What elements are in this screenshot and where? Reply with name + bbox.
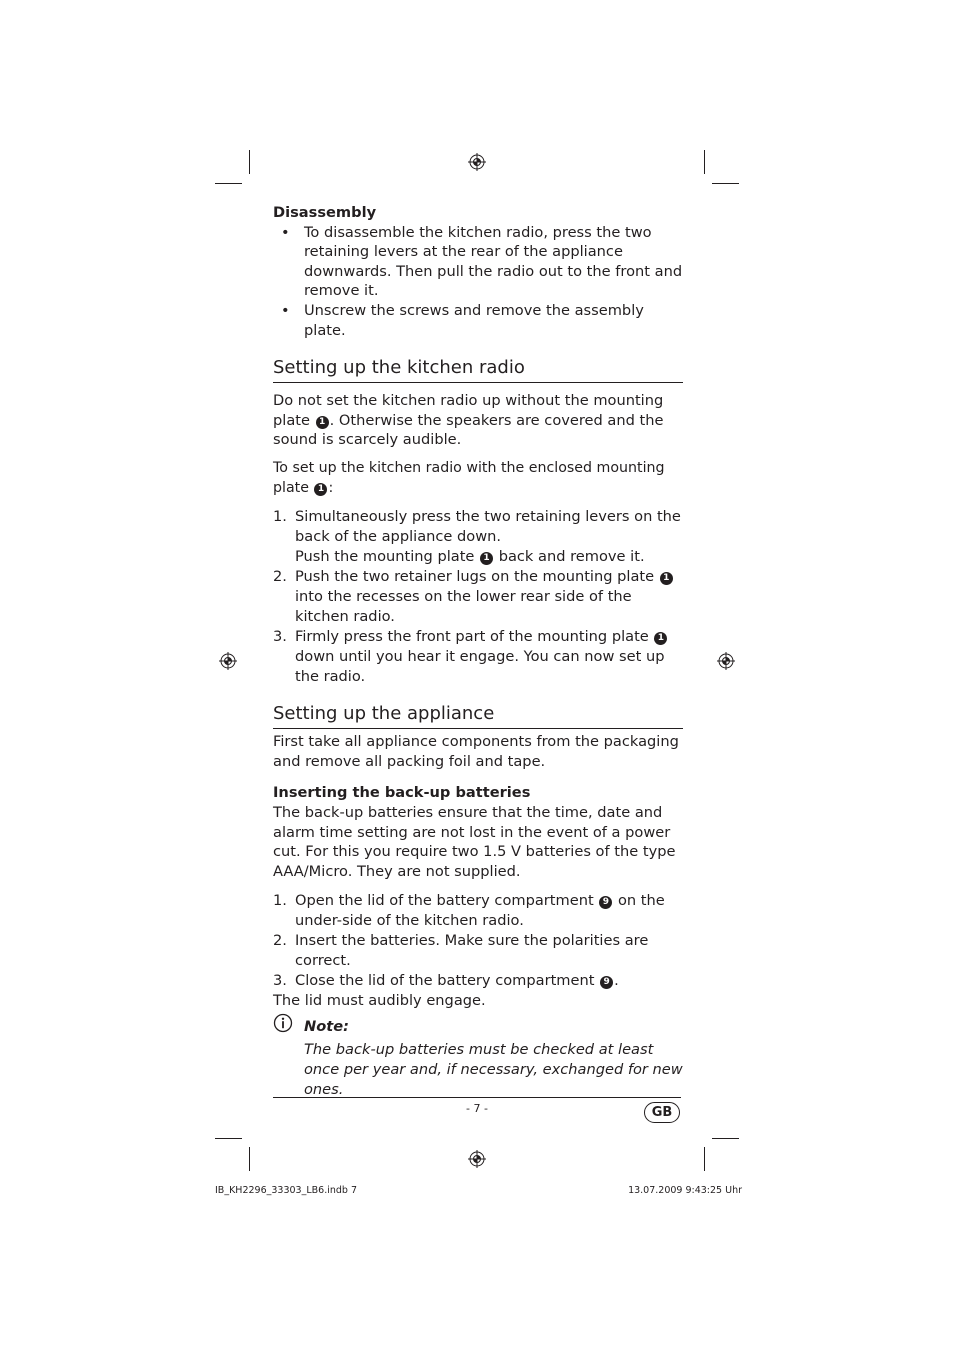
step-number: 1. bbox=[273, 508, 287, 526]
disassembly-bullet-2: Unscrew the screws and remove the assembly plate. bbox=[304, 301, 644, 339]
step-text: down until you hear it engage. You can now set up the radio. bbox=[295, 648, 665, 686]
list-item bbox=[273, 567, 683, 627]
list-item bbox=[273, 223, 683, 301]
step-number: 1. bbox=[273, 892, 287, 910]
registration-mark-icon bbox=[219, 652, 237, 670]
note-text: The back-up batteries must be checked at least once per year and, if necessary, exchanged for new ones. bbox=[304, 1041, 683, 1099]
reference-number-badge: 9 bbox=[600, 976, 613, 989]
bullet-marker: • bbox=[281, 301, 290, 319]
list-item bbox=[273, 931, 683, 971]
reference-number-badge: 1 bbox=[660, 572, 673, 585]
info-icon bbox=[273, 1013, 293, 1033]
registration-mark-icon bbox=[468, 1150, 486, 1168]
setup-radio-lead: To set up the kitchen radio with the enclosed mounting plate 1 : bbox=[273, 459, 665, 496]
crop-mark bbox=[215, 183, 242, 184]
step-text: Close the lid of the battery compartment bbox=[295, 972, 595, 990]
language-badge: GB bbox=[644, 1102, 680, 1123]
disassembly-bullet-1: To disassemble the kitchen radio, press the two retaining levers at the rear of the appliance downwards. Then pull the radio out to the front and remove it. bbox=[304, 223, 683, 300]
bullet-marker: • bbox=[281, 223, 290, 241]
page-number: - 7 - bbox=[466, 1102, 488, 1115]
reference-number-badge: 1 bbox=[314, 483, 327, 496]
note-title: Note: bbox=[304, 1017, 349, 1035]
step-number: 3. bbox=[273, 972, 287, 990]
step-text: into the recesses on the lower rear side of the kitchen radio. bbox=[295, 588, 632, 626]
disassembly-heading: Disassembly bbox=[273, 204, 377, 221]
step-text: back and remove it. bbox=[498, 548, 645, 566]
footer-rule bbox=[273, 1097, 681, 1098]
crop-mark bbox=[704, 150, 705, 174]
section-heading-setup-radio: Setting up the kitchen radio bbox=[273, 357, 683, 383]
page-content bbox=[273, 203, 683, 1100]
step-text: Push the mounting plate bbox=[295, 548, 475, 566]
reference-number-badge: 9 bbox=[599, 896, 612, 909]
step-text: Push the two retainer lugs on the mounting plate bbox=[295, 568, 655, 586]
section-heading-setup-appliance: Setting up the appliance bbox=[273, 703, 683, 729]
registration-mark-icon bbox=[717, 652, 735, 670]
setup-radio-intro: Do not set the kitchen radio up without the mounting plate 1 . Otherwise the speakers are covered and the sound is scarcely audible. bbox=[273, 392, 664, 449]
note-block bbox=[273, 1017, 683, 1101]
list-item bbox=[273, 301, 683, 340]
step-number: 3. bbox=[273, 628, 287, 646]
crop-mark bbox=[215, 1138, 242, 1139]
crop-mark bbox=[249, 1147, 250, 1171]
print-timestamp: 13.07.2009 9:43:25 Uhr bbox=[628, 1185, 742, 1196]
step-text: Open the lid of the battery compartment bbox=[295, 892, 594, 910]
list-item bbox=[273, 627, 683, 687]
crop-mark bbox=[712, 183, 739, 184]
after-steps-text: The lid must audibly engage. bbox=[273, 992, 486, 1010]
step-text: Firmly press the front part of the mounting plate bbox=[295, 628, 649, 646]
reference-number-badge: 1 bbox=[654, 632, 667, 645]
step-text: on the under-side of the kitchen radio. bbox=[295, 892, 665, 930]
step-text: Insert the batteries. Make sure the polarities are correct. bbox=[295, 932, 649, 970]
step-number: 2. bbox=[273, 568, 287, 586]
registration-mark-icon bbox=[468, 153, 486, 171]
list-item bbox=[273, 507, 683, 567]
batteries-text: The back-up batteries ensure that the time, date and alarm time setting are not lost in the event of a power cut. For this you require two 1.5 V batteries of the type AAA/Micro. They are not supplied. bbox=[273, 803, 676, 880]
setup-appliance-intro: First take all appliance components from the packaging and remove all packing foil and tape. bbox=[273, 733, 679, 770]
file-slug: IB_KH2296_33303_LB6.indb 7 bbox=[215, 1185, 357, 1196]
crop-mark bbox=[249, 150, 250, 174]
reference-number-badge: 1 bbox=[316, 416, 329, 429]
reference-number-badge: 1 bbox=[480, 552, 493, 565]
list-item bbox=[273, 891, 683, 931]
step-text: Simultaneously press the two retaining levers on the back of the appliance down. bbox=[295, 508, 681, 546]
step-number: 2. bbox=[273, 932, 287, 950]
crop-mark bbox=[712, 1138, 739, 1139]
step-text: . bbox=[614, 972, 619, 990]
batteries-heading: Inserting the back-up batteries bbox=[273, 784, 531, 802]
crop-mark bbox=[704, 1147, 705, 1171]
list-item bbox=[273, 971, 683, 991]
